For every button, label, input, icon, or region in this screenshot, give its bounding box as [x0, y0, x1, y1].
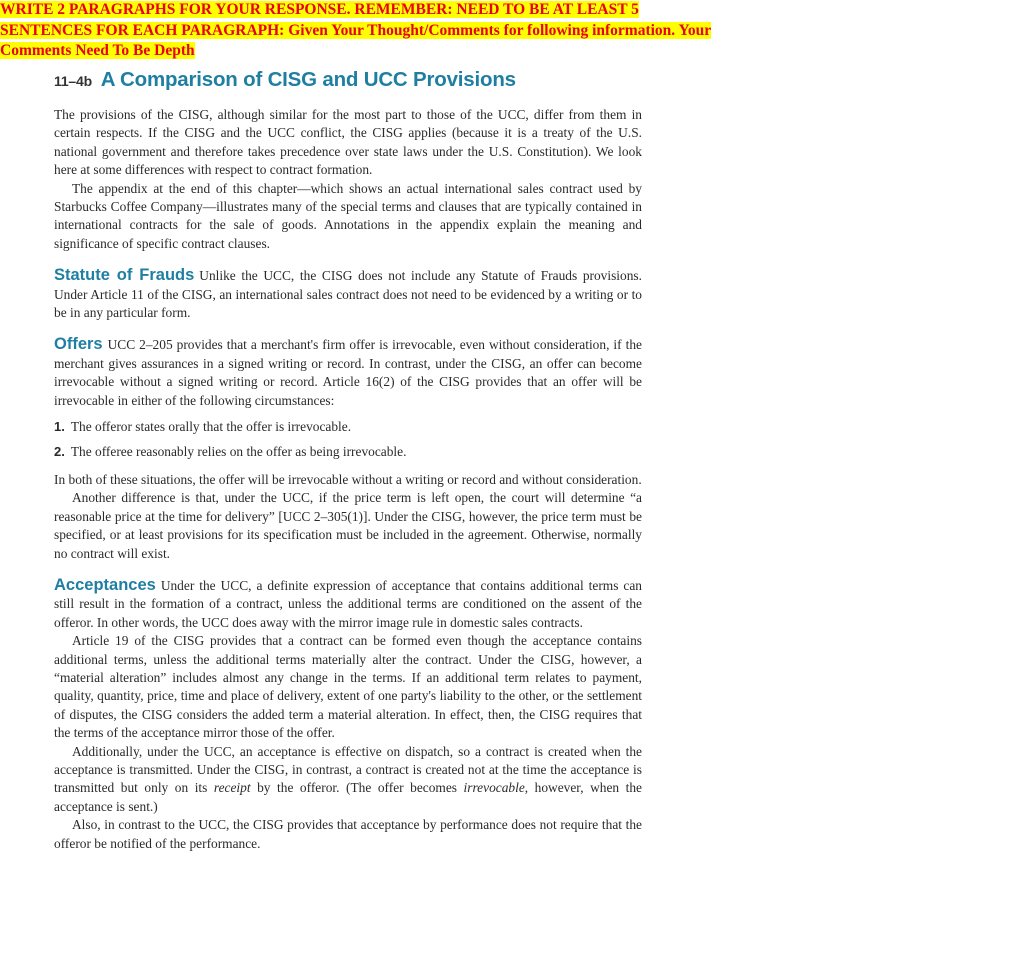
offers-heading: Offers [54, 335, 103, 354]
acceptances-paragraph [54, 576, 642, 632]
list-item [54, 418, 642, 436]
section-title [54, 66, 642, 95]
emphasis-irrevocable: irrevocable [463, 780, 525, 796]
statute-heading: Statute of Frauds [54, 266, 195, 285]
list-text: The offeror states orally that the offer is irrevocable. [70, 419, 352, 435]
instruction-banner [0, 0, 740, 62]
list-item [54, 443, 642, 461]
offers-list [54, 418, 642, 461]
section-number: 11–4b [54, 73, 92, 89]
offers-paragraph [54, 335, 642, 410]
list-number: 2. [54, 443, 65, 459]
emphasis-receipt: receipt [213, 780, 251, 796]
statute-paragraph [54, 266, 642, 322]
banner-line: WRITE 2 PARAGRAPHS FOR YOUR RESPONSE. REMEMBER: NEED TO BE AT LEAST 5 [0, 1, 639, 18]
offers-after-paragraph: In both of these situations, the offer will be irrevocable without a writing or record and without consideration. [54, 471, 642, 487]
banner-line: Comments Need To Be Depth [0, 42, 195, 59]
performance-paragraph: Also, in contrast to the UCC, the CISG provides that acceptance by performance does not require that the offeror be notified of the performance. [54, 817, 642, 851]
list-number: 1. [54, 419, 65, 435]
price-term-paragraph: Another difference is that, under the UCC, if the price term is left open, the court will determine “a reasonable price at the time for delivery” [UCC 2–305(1)]. Under the CISG, however, the price term must be specified, or at least provisions for its specification must be included in the agreement. Otherwise, normally no contract will exist. [54, 490, 642, 561]
section-title-text: A Comparison of CISG and UCC Provisions [100, 68, 516, 91]
banner-line: SENTENCES FOR EACH PARAGRAPH: Given Your Thought/Comments for following information. Your [0, 21, 712, 39]
textbook-page [54, 66, 642, 853]
intro-paragraph: The provisions of the CISG, although similar for the most part to those of the UCC, differ from them in certain respects. If the CISG and the UCC conflict, the CISG applies (because it is a treaty of the U.S. national government and therefore takes precedence over state laws under the U.S. Constitution). We look here at some differences with respect to contract formation. [54, 107, 642, 178]
list-text: The offeree reasonably relies on the offer as being irrevocable. [70, 443, 407, 459]
dispatch-paragraph: Additionally, under the UCC, an acceptance is effective on dispatch, so a contract is created when the acceptance is transmitted. Under the CISG, in contrast, a contract is created not at the time the acceptance is transmitted but only on its receipt by the offeror. (The offer becomes irrevocable, however, when the acceptance is sent.) [54, 743, 642, 814]
article19-paragraph: Article 19 of the CISG provides that a contract can be formed even though the acceptance contains additional terms, unless the additional terms materially alter the contract. Under the CISG, however, a “material alteration” includes almost any change in the terms. If an additional term relates to payment, quality, quantity, price, time and place of delivery, extent of one party's liability to the other, or the settlement of disputes, the CISG considers the added term a material alteration. In effect, then, the CISG requires that the terms of the acceptance mirror those of the offer. [54, 633, 642, 741]
offers-text: UCC 2–205 provides that a merchant's firm offer is irrevocable, even without consideration, if the merchant gives assurances in a signed writing or record. In contrast, under the CISG, an offer can become irrevocable without a signed writing or record. Article 16(2) of the CISG provides that an offer will be irrevocable in either of the following circumstances: [54, 337, 642, 408]
statute-text: Unlike the UCC, the CISG does not include any Statute of Frauds provisions. Under Article 11 of the CISG, an international sales contract does not need to be evidenced by a writing or to be in any particular form. [54, 268, 642, 321]
intro-paragraph: The appendix at the end of this chapter—which shows an actual international sales contract used by Starbucks Coffee Company—illustrates many of the special terms and clauses that are typically contained in international contracts for the sale of goods. Annotations in the appendix explain the meaning and significance of specific contract clauses. [54, 180, 642, 251]
acceptances-heading: Acceptances [54, 575, 156, 594]
acceptances-text: Under the UCC, a definite expression of acceptance that contains additional terms can still result in the formation of a contract, unless the additional terms are conditioned on the assent of the offeror. In other words, the UCC does away with the mirror image rule in domestic sales contracts. [54, 577, 642, 630]
